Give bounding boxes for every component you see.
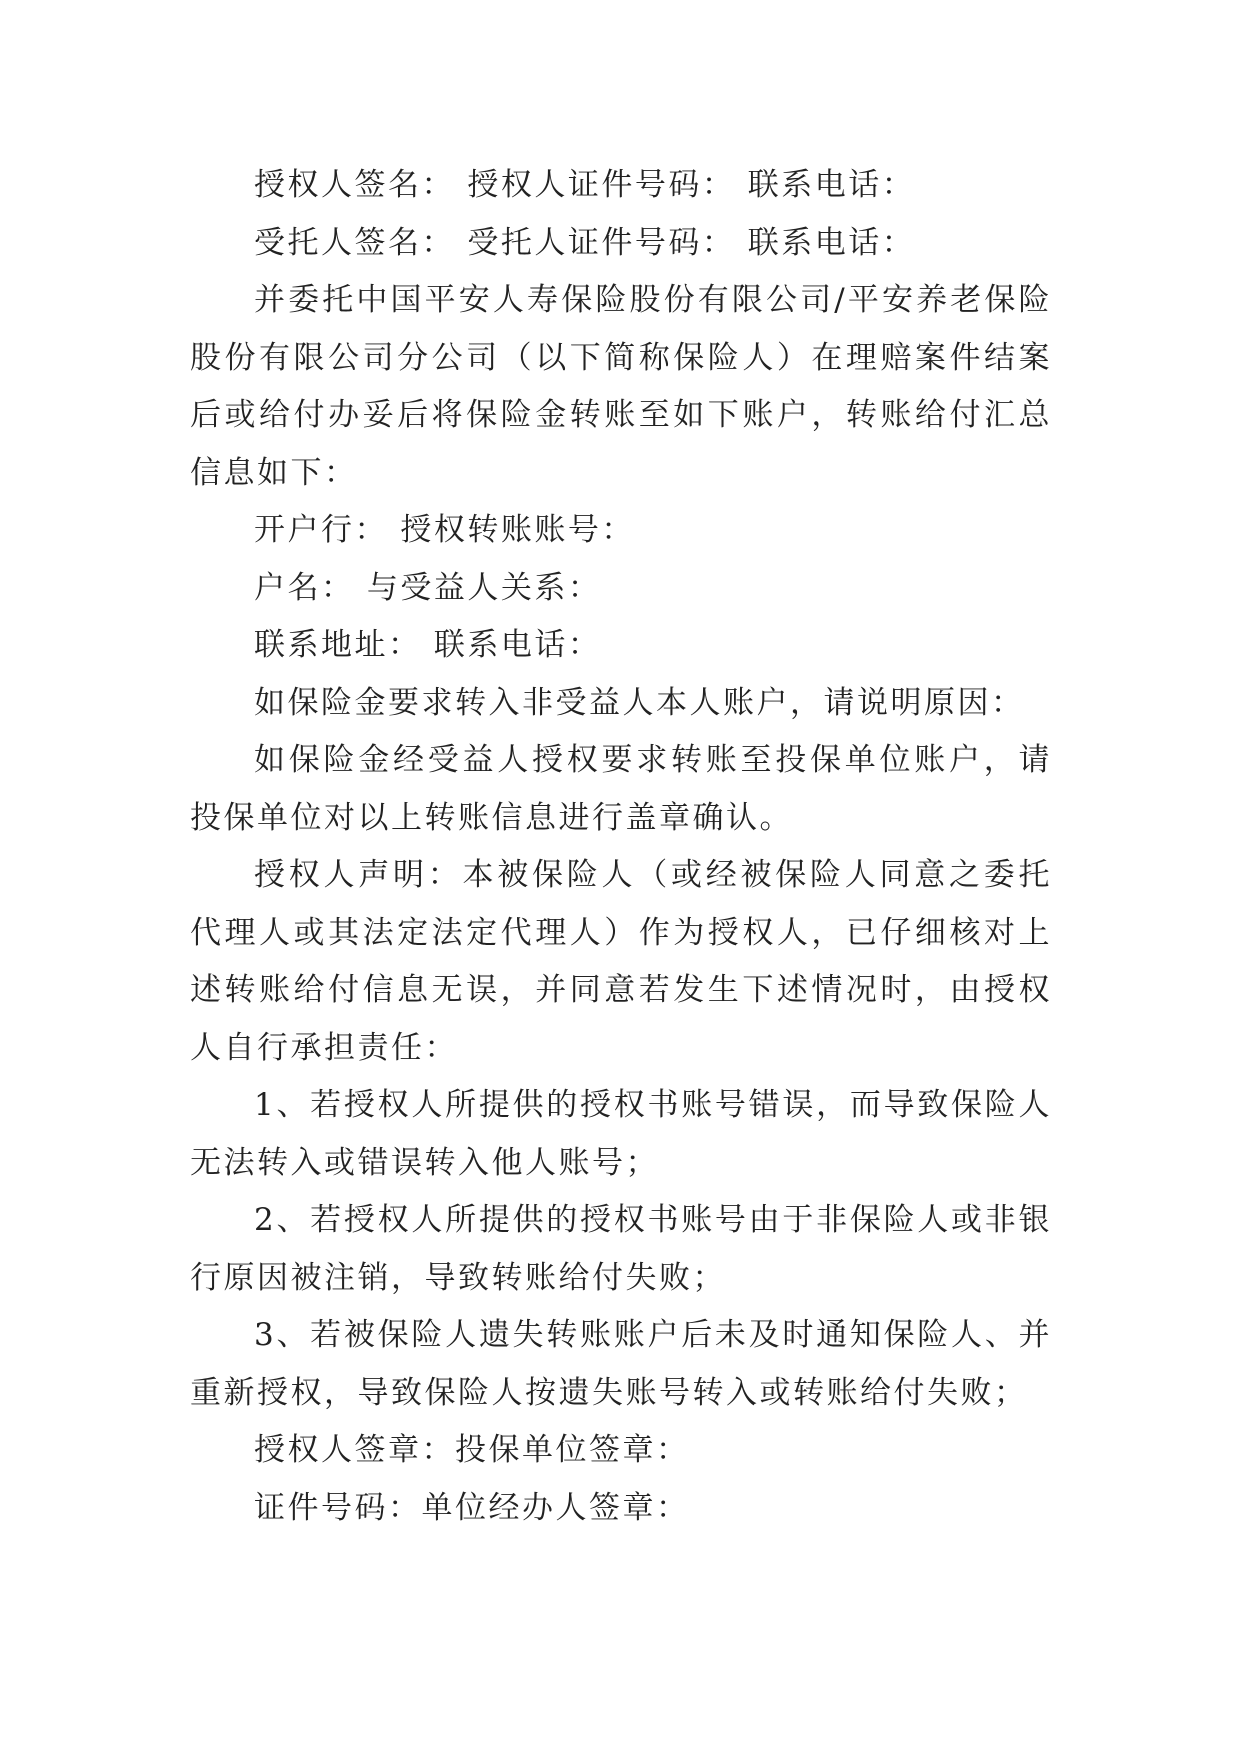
trustee-signature-line: 受托人签名： 受托人证件号码： 联系电话： [254,224,916,261]
liability-item-2: 2、若授权人所提供的授权书账号由于非保险人或非银行原因被注销，导致转账给付失败； [190,1202,1052,1296]
liability-item-3: 3、若被保险人遗失转账账户后未及时通知保险人、并重新授权，导致保险人按遗失账号转入或转账给付失败； [190,1317,1052,1411]
employer-account-paragraph: 如保险金经受益人授权要求转账至投保单位账户，请投保单位对以上转账信息进行盖章确认。 [190,742,1052,836]
authorizer-seal-line: 授权人签章：投保单位签章： [254,1432,690,1468]
document-body [190,157,1052,1537]
liability-item-1: 1、若授权人所提供的授权书账号错误，而导致保险人无法转入或错误转入他人账号； [190,1087,1052,1181]
authorizer-signature-line: 授权人签名： 授权人证件号码： 联系电话： [254,167,916,203]
authorizer-declaration-paragraph: 授权人声明：本被保险人（或经被保险人同意之委托代理人或其法定法定代理人）作为授权人，已仔细核对上述转账给付信息无误，并同意若发生下述情况时，由授权人自行承担责任： [190,857,1052,1066]
bank-account-line: 开户行： 授权转账账号： [254,512,635,548]
entrustment-paragraph: 并委托中国平安人寿保险股份有限公司/平安养老保险股份有限公司分公司（以下简称保险人）在理赔案件结案后或给付办妥后将保险金转账至如下账户，转账给付汇总信息如下： [190,282,1052,491]
account-name-line: 户名： 与受益人关系： [254,569,602,606]
non-beneficiary-reason-line: 如保险金要求转入非受益人本人账户，请说明原因： [254,684,1025,721]
contact-address-line: 联系地址： 联系电话： [254,627,602,663]
id-number-line: 证件号码：单位经办人签章： [254,1489,690,1526]
